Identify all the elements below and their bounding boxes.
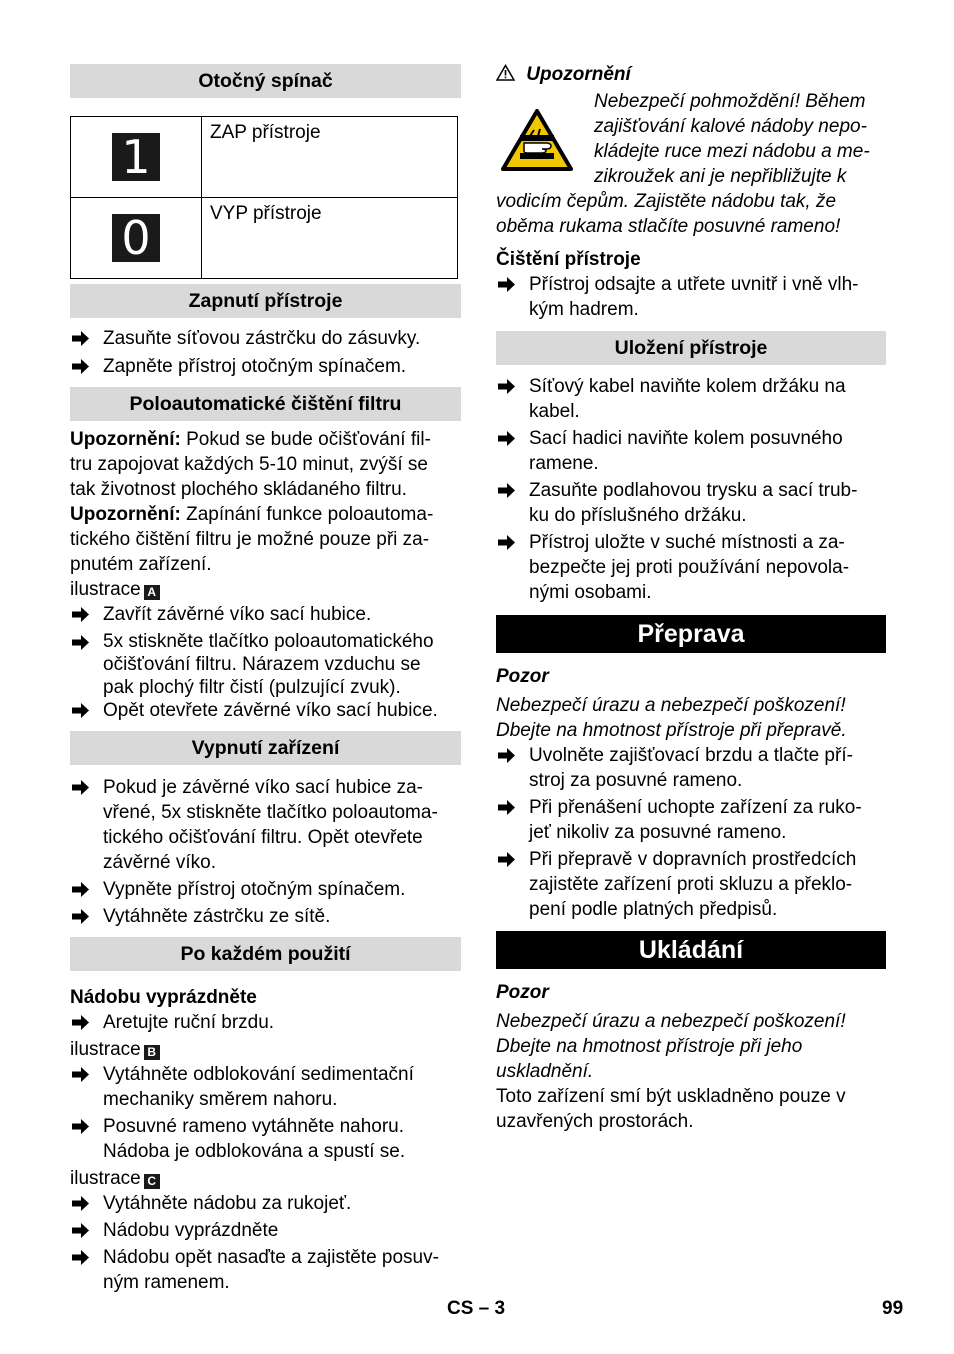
- device-storage-list: [496, 374, 886, 605]
- arrow-icon: [496, 795, 516, 820]
- list-item: Zasuňte podlahovou trysku a sací trub- ku do příslušného držáku.: [496, 478, 886, 528]
- table-row: [71, 117, 458, 198]
- cleaning-list: [496, 272, 886, 322]
- page-number: 99: [882, 1298, 904, 1319]
- list-item: Zapněte přístroj otočným spínačem.: [70, 354, 461, 379]
- arrow-icon: [496, 374, 516, 399]
- arrow-icon: [70, 1114, 90, 1139]
- illustration-letter-icon: A: [144, 585, 160, 600]
- arrow-icon: [70, 630, 90, 655]
- storage-heading: Ukládání: [496, 931, 886, 969]
- transport-warning: Nebezpečí úrazu a nebezpečí poškození! Dbejte na hmotnost přístroje při přepravě.: [496, 695, 847, 741]
- arrow-icon: [70, 877, 90, 902]
- arrow-icon: [496, 530, 516, 555]
- filter-notes: Upozornění: Pokud se bude očišťování fil- tru zapojovat každých 5-10 minut, zvýší se tak životnost plochého skládaného filtru. Upozornění: Zapínání funkce poloautoma- tického čištění filtru je možné pouze při za- pnutém zařízení. ilustrace A: [70, 427, 461, 602]
- illustration-letter-icon: B: [144, 1045, 160, 1060]
- arrow-icon: [496, 426, 516, 451]
- arrow-icon: [70, 1245, 90, 1270]
- list-item: Při přepravě v dopravních prostředcích zajistěte zařízení proti skluzu a překlo- pení podle platných předpisů.: [496, 847, 886, 922]
- right-column: [496, 64, 886, 1134]
- arrow-icon: [496, 847, 516, 872]
- arrow-icon: [70, 1191, 90, 1216]
- switch-off-label: VYP přístroje: [202, 198, 458, 279]
- list-item: Nádobu opět nasaďte a zajistěte posuv- ným ramenem.: [70, 1245, 461, 1295]
- list-item: Přístroj odsajte a utřete uvnitř i vně vlh- kým hadrem.: [496, 272, 886, 322]
- arrow-icon: [70, 602, 90, 627]
- switch-off-symbol: 0: [112, 214, 160, 262]
- list-item: Nádobu vyprázdněte: [70, 1218, 461, 1243]
- list-item: Uvolněte zajišťovací brzdu a tlačte pří- stroj za posuvné rameno.: [496, 743, 886, 793]
- arrow-icon: [70, 326, 90, 351]
- switch-off-list: [70, 775, 461, 929]
- empty-container-subheading: Nádobu vyprázdněte: [70, 987, 257, 1008]
- list-item: Vytáhněte odblokování sedimentační mechaniky směrem nahoru.: [70, 1062, 461, 1112]
- list-item: Opět otevřete závěrné víko sací hubice.: [70, 698, 461, 723]
- after-use-list-b: [70, 1062, 461, 1164]
- list-item: Přístroj uložte v suché místnosti a za- bezpečte jej proti používání nepovola- nými osobami.: [496, 530, 886, 605]
- note-label: Upozornění:: [70, 429, 181, 450]
- after-use-list-a: [70, 1010, 461, 1035]
- switch-table: [70, 116, 458, 279]
- arrow-icon: [496, 478, 516, 503]
- filter-list: [70, 602, 461, 723]
- illustration-ref: ilustrace A: [70, 577, 461, 602]
- list-item: Aretujte ruční brzdu.: [70, 1010, 461, 1035]
- list-item: Síťový kabel naviňte kolem držáku na kabel.: [496, 374, 886, 424]
- warning-title: Upozornění: [496, 64, 886, 86]
- arrow-icon: [496, 743, 516, 768]
- switch-on-heading: Zapnutí přístroje: [70, 284, 461, 318]
- storage-warning: Nebezpečí úrazu a nebezpečí poškození! Dbejte na hmotnost přístroje při jeho uskladnění.: [496, 1011, 846, 1082]
- list-item: Zasuňte síťovou zástrčku do zásuvky.: [70, 326, 461, 351]
- arrow-icon: [70, 1062, 90, 1087]
- caution-label: Pozor: [496, 982, 549, 1003]
- list-item: Vypněte přístroj otočným spínačem.: [70, 877, 461, 902]
- illustration-ref: ilustrace B: [70, 1037, 461, 1062]
- filter-heading: Poloautomatické čištění filtru: [70, 387, 461, 421]
- list-item: Sací hadici naviňte kolem posuvného ramene.: [496, 426, 886, 476]
- arrow-icon: [70, 1010, 90, 1035]
- rotary-switch-heading: Otočný spínač: [70, 64, 461, 98]
- switch-on-symbol: 1: [112, 133, 160, 181]
- section-label: CS – 3: [447, 1298, 506, 1319]
- cleaning-subheading: Čištění přístroje: [496, 249, 641, 270]
- device-storage-heading: Uložení přístroje: [496, 331, 886, 365]
- list-item: Zavřít závěrné víko sací hubice.: [70, 602, 461, 627]
- transport-list: [496, 743, 886, 922]
- after-use-list-c: [70, 1191, 461, 1295]
- list-item: Pokud je závěrné víko sací hubice za- vřené, 5x stiskněte tlačítko poloautoma- tického očišťování filtru. Opět otevřete závěrné víko.: [70, 775, 461, 875]
- after-use-heading: Po každém použití: [70, 937, 461, 971]
- list-item: Při přenášení uchopte zařízení za ruko- jeť nikoliv za posuvné rameno.: [496, 795, 886, 845]
- switch-on-label: ZAP přístroje: [202, 117, 458, 198]
- caution-label: Pozor: [496, 666, 549, 687]
- arrow-icon: [496, 272, 516, 297]
- arrow-icon: [70, 775, 90, 800]
- switch-off-heading: Vypnutí zařízení: [70, 731, 461, 765]
- arrow-icon: [70, 354, 90, 379]
- note-label: Upozornění:: [70, 504, 181, 525]
- table-row: [71, 198, 458, 279]
- illustration-letter-icon: C: [144, 1174, 160, 1189]
- warning-text: vodicím čepům. Zajistěte nádobu tak, že oběma rukama stlačíte posuvné rameno!: [496, 191, 841, 237]
- illustration-ref: ilustrace C: [70, 1166, 461, 1191]
- list-item: Posuvné rameno vytáhněte nahoru. Nádoba je odblokována a spustí se.: [70, 1114, 461, 1164]
- list-item: Vytáhněte nádobu za rukojeť.: [70, 1191, 461, 1216]
- crush-hazard-icon: [500, 108, 574, 172]
- storage-text: Toto zařízení smí být uskladněno pouze v uzavřených prostorách.: [496, 1086, 846, 1132]
- warning-block: [496, 64, 886, 239]
- transport-heading: Přeprava: [496, 615, 886, 653]
- left-column: [70, 64, 461, 1295]
- warning-text-indented: Nebezpečí pohmoždění! Během zajišťování kalové nádoby nepo- kládejte ruce mezi nádobu a me- zikroužek ani je nepřibližujte k: [594, 91, 870, 187]
- arrow-icon: [70, 904, 90, 929]
- list-item: Vytáhněte zástrčku ze sítě.: [70, 904, 461, 929]
- switch-on-list: [70, 326, 461, 379]
- arrow-icon: [70, 698, 90, 723]
- list-item: 5x stiskněte tlačítko poloautomatického očišťování filtru. Nárazem vzduchu se pak plochý filtr čistí (pulzující zvuk).: [70, 630, 461, 699]
- arrow-icon: [70, 1218, 90, 1243]
- warning-triangle-icon: [496, 64, 515, 81]
